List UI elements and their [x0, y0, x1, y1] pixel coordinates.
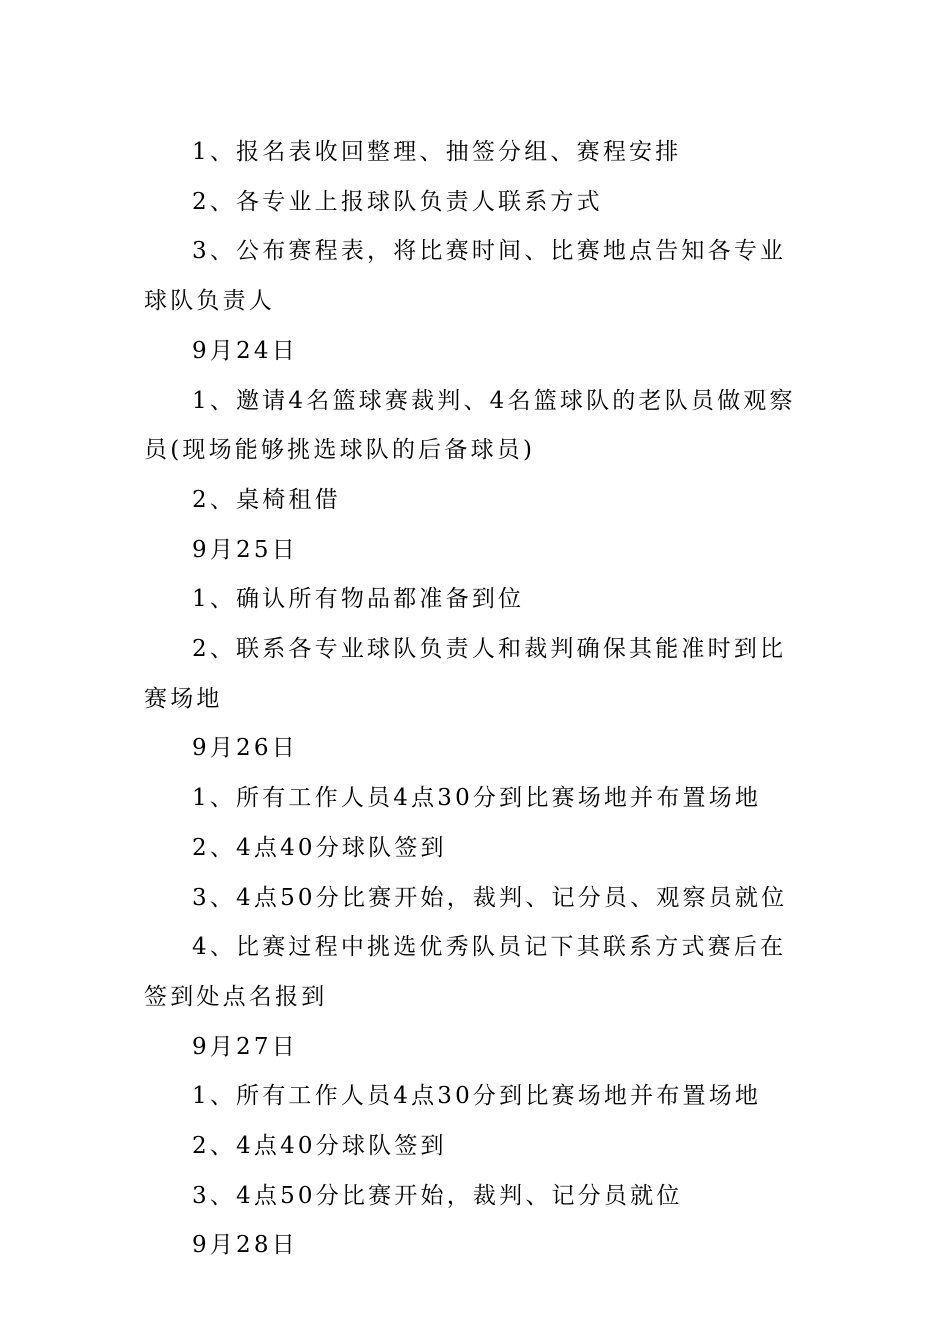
task-item: 4、比赛过程中挑选优秀队员记下其联系方式赛后在签到处点名报到 [144, 934, 787, 1010]
date-heading: 9月26日 [192, 735, 298, 762]
date-heading: 9月25日 [192, 536, 298, 563]
task-item: 2、桌椅租借 [192, 486, 341, 513]
task-item: 3、4点50分比赛开始，裁判、记分员、观察员就位 [192, 884, 788, 911]
task-item: 2、4点40分球队签到 [192, 834, 447, 861]
task-item: 1、邀请4名篮球赛裁判、4名篮球队的老队员做观察员(现场能够挑选球队的后备球员) [144, 387, 796, 464]
document-body [144, 128, 810, 1271]
task-item: 1、报名表收回整理、抽签分组、赛程安排 [192, 139, 682, 165]
task-item: 1、确认所有物品都准备到位 [192, 586, 525, 613]
task-item: 1、所有工作人员4点30分到比赛场地并布置场地 [192, 1083, 762, 1110]
date-heading: 9月27日 [192, 1033, 298, 1060]
task-item: 1、所有工作人员4点30分到比赛场地并布置场地 [192, 785, 762, 812]
date-heading: 9月24日 [192, 337, 298, 364]
task-item: 2、4点40分球队签到 [192, 1133, 447, 1160]
task-item: 3、4点50分比赛开始，裁判、记分员就位 [192, 1182, 683, 1209]
date-heading: 9月28日 [192, 1232, 298, 1259]
task-item: 2、各专业上报球队负责人联系方式 [192, 188, 603, 215]
task-item: 2、联系各专业球队负责人和裁判确保其能准时到比赛场地 [144, 636, 787, 712]
task-item: 3、公布赛程表，将比赛时间、比赛地点告知各专业球队负责人 [144, 238, 787, 315]
